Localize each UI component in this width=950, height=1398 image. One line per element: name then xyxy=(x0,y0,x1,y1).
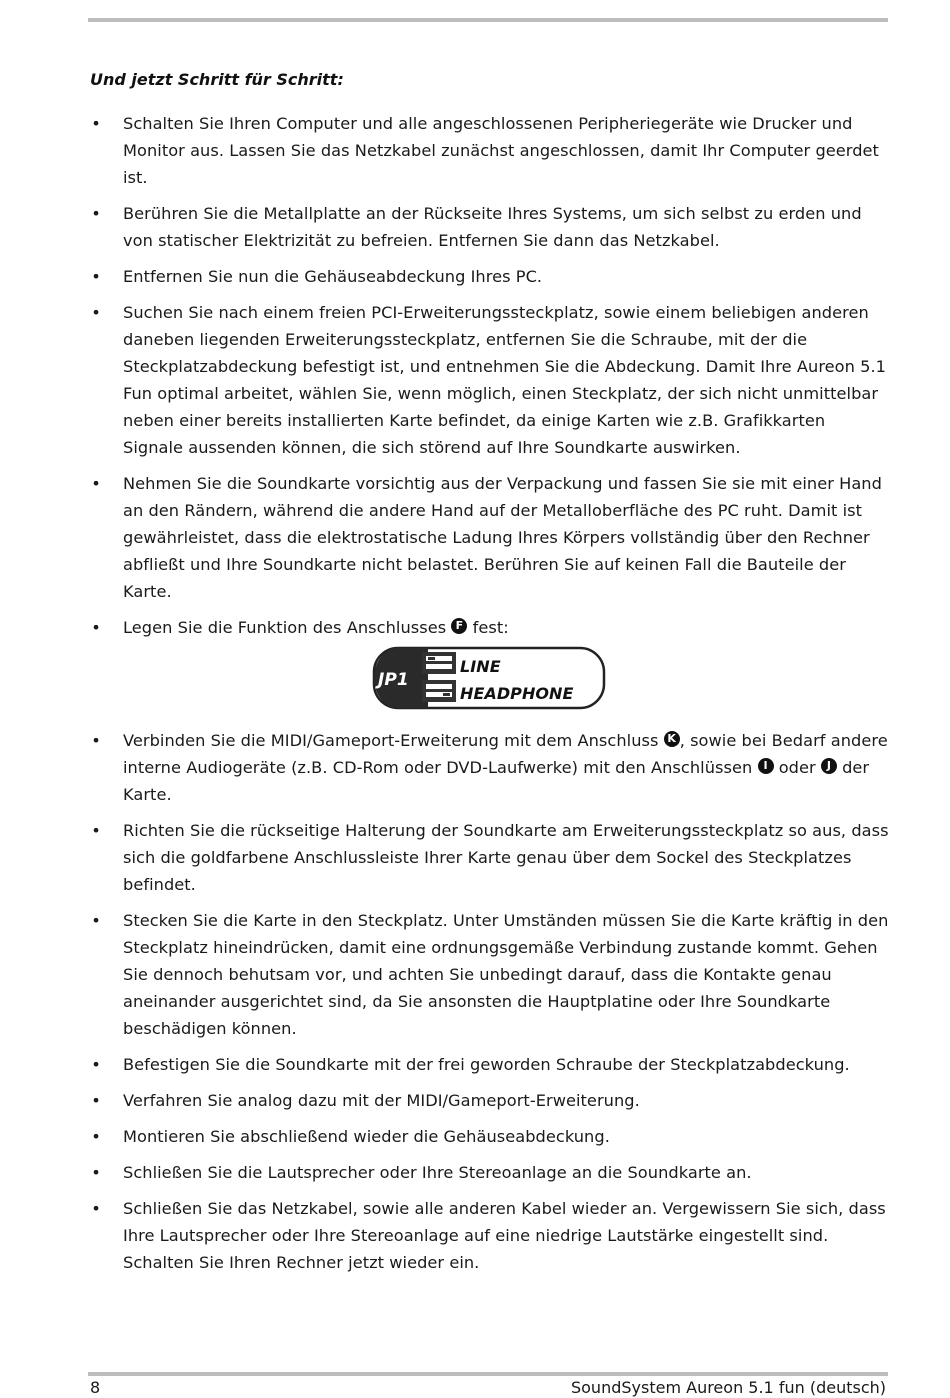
steps-content xyxy=(90,110,890,1285)
header-rule xyxy=(88,18,888,22)
footer-rule xyxy=(88,1372,888,1376)
step-text: Suchen Sie nach einem freien PCI-Erweiterungssteckplatz, sowie einem beliebigen anderen daneben liegenden Erweiterungssteckplatz, entfernen Sie die Schraube, mit der die Steckplatzabdeckung befestigt ist, und entnehmen Sie die Abdeckung. Damit Ihre Aureon 5.1 Fun optimal arbeitet, wählen Sie, wenn möglich, einen Steckplatz, der sich nicht unmittelbar neben einer bereits installierten Karte befindet, da einige Karten wie z.B. Grafikkarten Signale aussenden können, die sich störend auf Ihre Soundkarte auswirken. xyxy=(123,303,887,457)
step-insert-card xyxy=(90,907,890,1042)
page-number: 8 xyxy=(90,1378,101,1397)
bullet-icon: • xyxy=(91,267,101,286)
step-text: Schließen Sie die Lautsprecher oder Ihre Stereoanlage an die Soundkarte an. xyxy=(123,1163,752,1182)
bullet-icon: • xyxy=(91,474,101,493)
step-midi-extension xyxy=(90,1087,890,1114)
step-handle-card xyxy=(90,470,890,605)
step-set-jumper xyxy=(90,614,890,641)
connector-j-badge-icon: J xyxy=(821,758,837,774)
step-text: Legen Sie die Funktion des Anschlusses xyxy=(123,618,452,637)
bullet-icon: • xyxy=(91,1127,101,1146)
step-connect-midi xyxy=(90,727,890,808)
bullet-icon: • xyxy=(91,911,101,930)
step-text: Schalten Sie Ihren Computer und alle angeschlossenen Peripheriegeräte wie Drucker und Monitor aus. Lassen Sie das Netzkabel zunächst angeschlossen, damit Ihr Computer geerdet ist. xyxy=(123,114,879,187)
connector-k-badge-icon: K xyxy=(664,731,680,747)
connector-i-badge-icon: I xyxy=(758,758,774,774)
bullet-icon: • xyxy=(91,1055,101,1074)
connector-f-badge-icon: F xyxy=(451,618,467,634)
section-heading: Und jetzt Schritt für Schritt: xyxy=(90,70,344,89)
jumper-option-headphone: HEADPHONE xyxy=(460,684,574,703)
step-align-card xyxy=(90,817,890,898)
step-text: Schließen Sie das Netzkabel, sowie alle anderen Kabel wieder an. Vergewissern Sie sich, dass Ihre Lautsprecher oder Ihre Stereoanlage auf eine niedrige Lautstärke eingestellt sind. Schalten Sie Ihren Rechner jetzt wieder ein. xyxy=(123,1199,886,1272)
step-remove-cover xyxy=(90,263,890,290)
step-ground-yourself xyxy=(90,200,890,254)
jumper-id-label: JP1 xyxy=(378,670,409,690)
step-reconnect-power xyxy=(90,1195,890,1276)
step-power-off xyxy=(90,110,890,191)
step-fasten-card xyxy=(90,1051,890,1078)
step-text: Nehmen Sie die Soundkarte vorsichtig aus der Verpackung und fassen Sie sie mit einer Hand an den Rändern, während die andere Hand auf der Metalloberfläche des PC ruht. Damit ist gewährleistet, dass die elektrostatische Ladung Ihres Körpers vollständig über den Rechner abfließt und Ihre Soundkarte nicht belastet. Berühren Sie auf keinen Fall die Bauteile der Karte. xyxy=(123,474,882,601)
step-text: Berühren Sie die Metallplatte an der Rückseite Ihres Systems, um sich selbst zu erden und von statischer Elektrizität zu befreien. Entfernen Sie dann das Netzkabel. xyxy=(123,204,862,250)
bullet-icon: • xyxy=(91,1091,101,1110)
step-replace-cover xyxy=(90,1123,890,1150)
bullet-icon: • xyxy=(91,204,101,223)
step-text: Befestigen Sie die Soundkarte mit der frei geworden Schraube der Steckplatzabdeckung. xyxy=(123,1055,850,1074)
jumper-figure-row xyxy=(90,646,890,718)
step-text: fest: xyxy=(467,618,509,637)
step-text: Entfernen Sie nun die Gehäuseabdeckung Ihres PC. xyxy=(123,267,543,286)
document-title: SoundSystem Aureon 5.1 fun (deutsch) xyxy=(570,1378,886,1397)
bullet-icon: • xyxy=(91,1163,101,1182)
step-choose-slot xyxy=(90,299,890,461)
step-text: Richten Sie die rückseitige Halterung der Soundkarte am Erweiterungssteckplatz so aus, dass sich die goldfarbene Anschlussleiste Ihrer Karte genau über dem Sockel des Steckplatzes befindet. xyxy=(123,821,889,894)
step-text: Verfahren Sie analog dazu mit der MIDI/Gameport-Erweiterung. xyxy=(123,1091,640,1110)
bullet-icon: • xyxy=(91,618,101,637)
step-text: Montieren Sie abschließend wieder die Gehäuseabdeckung. xyxy=(123,1127,610,1146)
bullet-icon: • xyxy=(91,1199,101,1218)
bullet-icon: • xyxy=(91,731,101,750)
bullet-icon: • xyxy=(91,303,101,322)
step-text: der Karte. xyxy=(123,758,870,804)
step-text: , sowie bei Bedarf andere interne Audiogeräte (z.B. CD-Rom oder DVD-Laufwerke) mit den Anschlüssen xyxy=(123,731,888,777)
jumper-line-icon xyxy=(422,652,456,674)
step-text: Stecken Sie die Karte in den Steckplatz. Unter Umständen müssen Sie die Karte kräftig in den Steckplatz hineindrücken, damit eine ordnungsgemäße Verbindung zustande kommt. Gehen Sie dennoch behutsam vor, und achten Sie unbedingt darauf, dass die Kontakte genau aneinander ausgerichtet sind, da Sie ansonsten die Hauptplatine oder Ihre Soundkarte beschädigen können. xyxy=(123,911,889,1038)
step-connect-speakers xyxy=(90,1159,890,1186)
jumper-jp1-diagram xyxy=(372,646,606,710)
bullet-icon: • xyxy=(91,114,101,133)
step-text: Verbinden Sie die MIDI/Gameport-Erweiterung mit dem Anschluss xyxy=(123,731,664,750)
jumper-headphone-icon xyxy=(422,680,456,702)
jumper-option-line: LINE xyxy=(460,657,501,676)
bullet-icon: • xyxy=(91,821,101,840)
step-text: oder xyxy=(773,758,821,777)
steps-list xyxy=(90,110,890,1276)
